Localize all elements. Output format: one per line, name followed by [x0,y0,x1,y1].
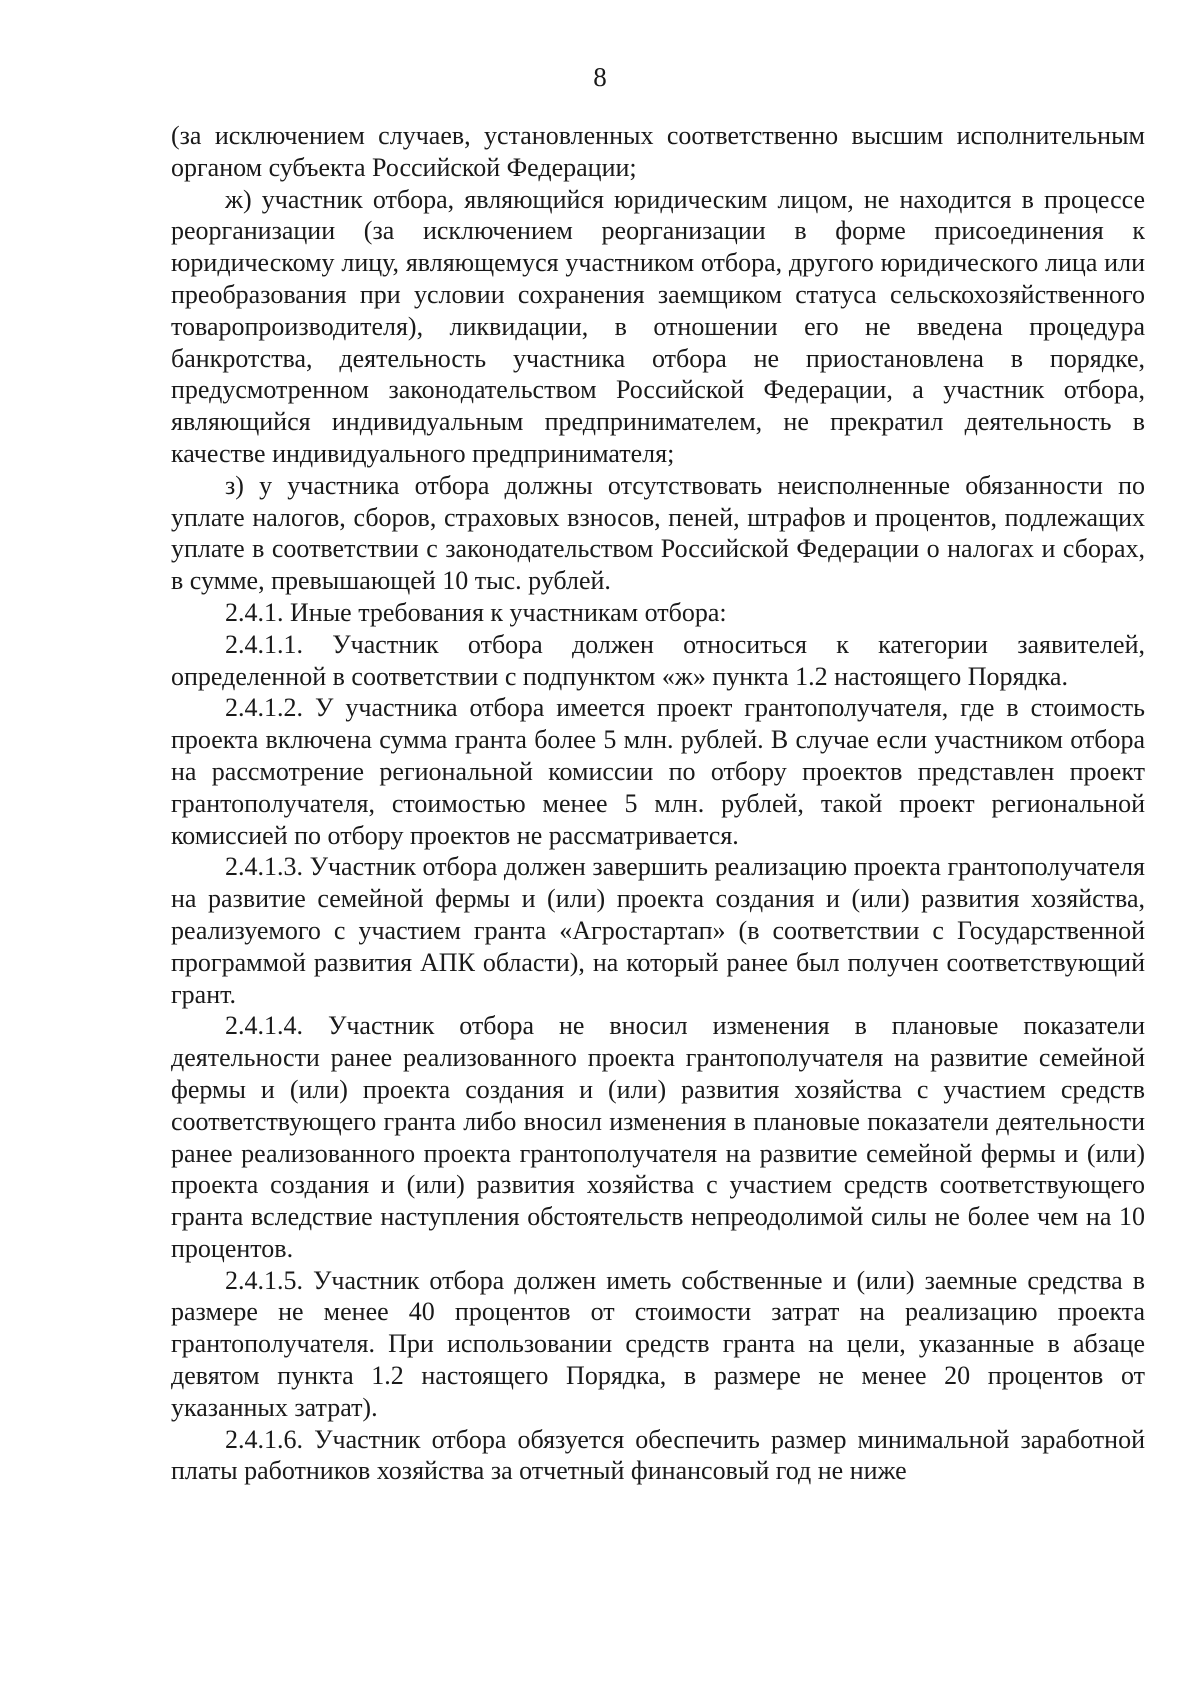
paragraph-continuation: (за исключением случаев, установленных соответственно высшим исполнительным органом субъекта Российской Федерации; [171,121,1145,182]
paragraph-2-4-1-4: 2.4.1.4. Участник отбора не вносил изменения в плановые показатели деятельности ранее реализованного проекта грантополучателя на развитие семейной фермы и (или) проекта создания и (или) развития хозяйства с участием средств соответствующего гранта либо вносил изменения в плановые показатели деятельности ранее реализованного проекта грантополучателя на развитие семейной фермы и (или) проекта создания и (или) развития хозяйства с участием средств соответствующего гранта вследствие наступления обстоятельств непреодолимой силы не более чем на 10 процентов. [171,1011,1145,1263]
paragraph-item-z: з) у участника отбора должны отсутствовать неисполненные обязанности по уплате налогов, сборов, страховых взносов, пеней, штрафов и процентов, подлежащих уплате в соответствии с законодательством Российской Федерации о налогах и сборах, в сумме, превышающей 10 тыс. рублей. [171,470,1145,596]
paragraph-2-4-1-1: 2.4.1.1. Участник отбора должен относиться к категории заявителей, определенной в соответствии с подпунктом «ж» пункта 1.2 настоящего Порядка. [171,629,1145,691]
paragraph-2-4-1-2: 2.4.1.2. У участника отбора имеется проект грантополучателя, где в стоимость проекта включена сумма гранта более 5 млн. рублей. В случае если участником отбора на рассмотрение региональной комиссии по отбору проектов представлен проект грантополучателя, стоимостью менее 5 млн. рублей, такой проект региональной комиссией по отбору проектов не рассматривается. [171,693,1145,850]
paragraph-2-4-1: 2.4.1. Иные требования к участникам отбора: [225,597,727,627]
page-number: 8 [593,62,607,92]
paragraph-item-zh: ж) участник отбора, являющийся юридическим лицом, не находится в процессе реорганизации (за исключением реорганизации в форме присоединения к юридическому лицу, являющемуся участником отбора, другого юридического лица или преобразования при условии сохранения заемщиком статуса сельскохозяйственного товаропроизводителя), ликвидации, в отношении его не введена процедура банкротства, деятельность участника отбора не приостановлена в порядке, предусмотренном законодательством Российской Федерации, а участник отбора, являющийся индивидуальным предпринимателем, не прекратил деятельность в качестве индивидуального предпринимателя; [171,184,1145,468]
paragraph-2-4-1-5: 2.4.1.5. Участник отбора должен иметь собственные и (или) заемные средства в размере не менее 40 процентов от стоимости затрат на реализацию проекта грантополучателя. При использовании средств гранта на цели, указанные в абзаце девятом пункта 1.2 настоящего Порядка, в размере не менее 20 процентов от указанных затрат). [171,1265,1145,1422]
document-body [171,120,1145,1487]
paragraph-2-4-1-3: 2.4.1.3. Участник отбора должен завершить реализацию проекта грантополучателя на развитие семейной фермы и (или) проекта создания и (или) развития хозяйства, реализуемого с участием гранта «Агростартап» (в соответствии с Государственной программой развития АПК области), на который ранее был получен соответствующий грант. [171,852,1145,1009]
paragraph-2-4-1-6: 2.4.1.6. Участник отбора обязуется обеспечить размер минимальной заработной платы работников хозяйства за отчетный финансовый год не ниже [171,1424,1145,1486]
